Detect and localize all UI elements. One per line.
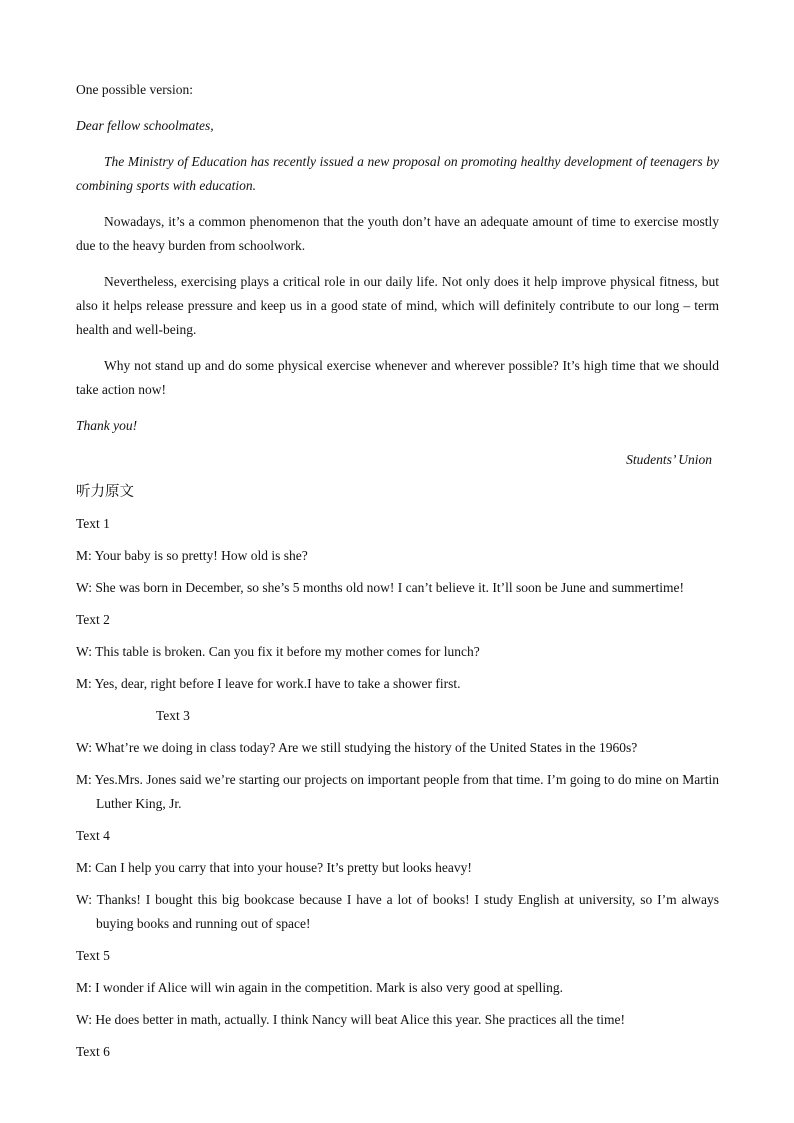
dialogue-line: M: Your baby is so pretty! How old is she?	[76, 548, 308, 563]
text-5-label: Text 5	[76, 948, 110, 963]
dialogue-line: M: Yes, dear, right before I leave for work.I have to take a shower first.	[76, 676, 461, 691]
dialogue-line: W: Thanks! I bought this big bookcase because I have a lot of books! I study English at university, so I’m always buying books and running out of space!	[76, 892, 719, 931]
dialogue-line: M: Yes.Mrs. Jones said we’re starting our projects on important people from that time. I’m going to do mine on Martin Luther King, Jr.	[76, 772, 719, 811]
transcript-heading: 听力原文	[76, 484, 134, 500]
text-6-label: Text 6	[76, 1044, 110, 1059]
essay-intro: One possible version:	[76, 82, 193, 97]
text-3-label: Text 3	[156, 708, 190, 723]
essay-closing: Thank you!	[76, 418, 138, 433]
dialogue-line: M: I wonder if Alice will win again in the competition. Mark is also very good at spelling.	[76, 980, 564, 995]
dialogue-line: W: He does better in math, actually. I think Nancy will beat Alice this year. She practices all the time!	[76, 1012, 625, 1027]
dialogue-line: W: She was born in December, so she’s 5 months old now! I can’t believe it. It’ll soon be June and summertime!	[76, 580, 684, 595]
essay-paragraph-1: The Ministry of Education has recently issued a new proposal on promoting healthy development of teenagers by combining sports with education.	[76, 154, 719, 193]
essay-paragraph-3: Nevertheless, exercising plays a critical role in our daily life. Not only does it help improve physical fitness, but also it helps release pressure and keep us in a good state of mind, which will definitely contribute to our long – term health and well-being.	[76, 274, 719, 337]
dialogue-line: W: What’re we doing in class today? Are we still studying the history of the United States in the 1960s?	[76, 740, 638, 755]
essay-paragraph-2: Nowadays, it’s a common phenomenon that the youth don’t have an adequate amount of time to exercise mostly due to the heavy burden from schoolwork.	[76, 214, 719, 253]
dialogue-line: M: Can I help you carry that into your house? It’s pretty but looks heavy!	[76, 860, 472, 875]
essay-paragraph-4: Why not stand up and do some physical exercise whenever and wherever possible? It’s high time that we should take action now!	[76, 358, 719, 397]
dialogue-line: W: This table is broken. Can you fix it before my mother comes for lunch?	[76, 644, 480, 659]
document-page	[76, 78, 719, 1064]
essay-signature: Students’ Union	[626, 452, 712, 467]
essay-greeting: Dear fellow schoolmates,	[76, 118, 214, 133]
text-4-label: Text 4	[76, 828, 110, 843]
text-2-label: Text 2	[76, 612, 110, 627]
text-1-label: Text 1	[76, 516, 110, 531]
